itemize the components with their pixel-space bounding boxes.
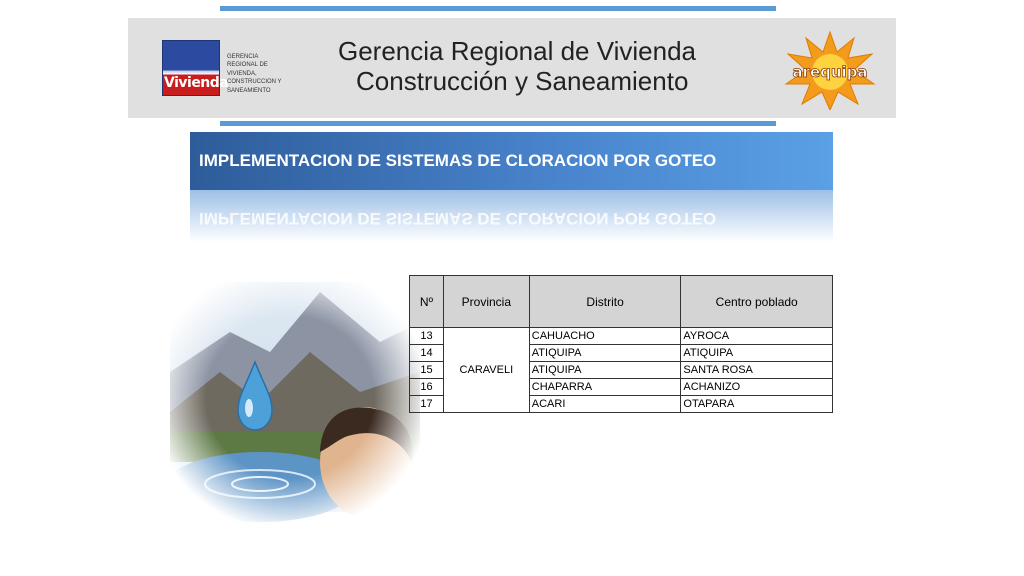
centro-poblado-cell: ATIQUIPA (681, 345, 833, 362)
distrito-cell: ATIQUIPA (529, 345, 681, 362)
org-caption-line: GERENCIA (227, 54, 259, 60)
row-number: 15 (410, 362, 444, 379)
distrito-cell: CAHUACHO (529, 328, 681, 345)
row-number: 14 (410, 345, 444, 362)
page-title-line-1: Gerencia Regional de Vivienda (338, 36, 696, 66)
bottom-accent-rule (220, 121, 776, 126)
table-row (410, 328, 833, 345)
edge-fade-shape (150, 262, 430, 532)
table-header-row (410, 276, 833, 328)
water-drop-illustration (150, 262, 430, 532)
banner-reflection (190, 190, 833, 242)
vivienda-logo (162, 40, 229, 96)
centro-poblado-cell: OTAPARA (681, 396, 833, 413)
arequipa-sun-logo (784, 30, 876, 110)
page-title-line-2: Construcción y Saneamiento (356, 66, 689, 96)
row-number: 16 (410, 379, 444, 396)
org-caption-line: SANEAMIENTO (227, 87, 271, 94)
section-banner (190, 132, 833, 190)
arequipa-wordmark: arequipa (792, 63, 868, 81)
centro-poblado-cell: AYROCA (681, 328, 833, 345)
province-cell: CARAVELI (443, 328, 529, 413)
header-centro-poblado: Centro poblado (681, 276, 833, 328)
row-number: 17 (410, 396, 444, 413)
distrito-cell: CHAPARRA (529, 379, 681, 396)
distrito-cell: ATIQUIPA (529, 362, 681, 379)
section-title: IMPLEMENTACION DE SISTEMAS DE CLORACION POR GOTEO (199, 151, 717, 170)
header-number: Nº (410, 276, 444, 328)
org-caption-line: VIVIENDA, (227, 70, 257, 77)
centro-poblado-cell: ACHANIZO (681, 379, 833, 396)
top-accent-rule (220, 6, 776, 11)
section-title-reflection: IMPLEMENTACION DE SISTEMAS DE CLORACION POR GOTEO (199, 209, 717, 228)
row-number: 13 (410, 328, 444, 345)
org-caption-line: REGIONAL DE (227, 62, 268, 69)
distrito-cell: ACARI (529, 396, 681, 413)
data-table (409, 275, 833, 413)
logo-wordmark: Vivienda (164, 75, 229, 91)
org-caption (227, 53, 287, 95)
centro-poblado-cell: SANTA ROSA (681, 362, 833, 379)
org-caption-line: CONSTRUCCION Y (227, 79, 282, 86)
header-distrito: Distrito (529, 276, 681, 328)
header-panel (128, 18, 896, 118)
header-provincia: Provincia (443, 276, 529, 328)
